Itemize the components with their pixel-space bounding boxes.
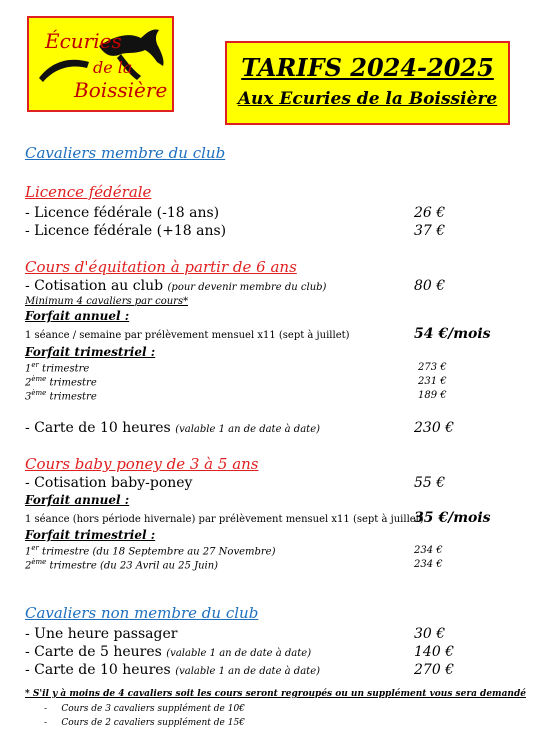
baby-trimestre-2-price: 234 € — [414, 559, 443, 570]
trimestre-suffix: ème — [31, 558, 47, 566]
baby-annual-price: 35 €/mois — [414, 510, 491, 526]
licence-over18-price: 37 € — [414, 223, 446, 239]
nonmembers-carte10-note: (valable 1 an de date à date) — [175, 666, 321, 677]
section-members-heading: Cavaliers membre du club — [25, 144, 226, 162]
trimestre-label: trimestre — [38, 546, 90, 558]
logo-line-3: Boissière — [74, 78, 168, 102]
courses-trimestre-3 — [25, 389, 97, 402]
trimestre-dates: (du 23 Avril au 25 Juin) — [99, 560, 219, 572]
trimestre-suffix: er — [31, 544, 39, 552]
courses-carte10-price: 230 € — [414, 420, 455, 436]
trimestre-suffix: ème — [31, 389, 47, 397]
section-licence-heading: Licence fédérale — [25, 183, 152, 201]
courses-cotisation-price: 80 € — [414, 278, 446, 294]
footnote-bullet-2: - Cours de 2 cavaliers supplément de 15€ — [44, 718, 245, 728]
trimestre-label: trimestre — [46, 391, 97, 403]
club-logo — [27, 16, 174, 112]
courses-cotisation-note: (pour devenir membre du club) — [167, 282, 327, 293]
baby-trimestre-1-price: 234 € — [414, 545, 443, 556]
courses-cotisation-row — [25, 278, 326, 294]
nonmembers-carte5-row — [25, 644, 311, 660]
logo-line-1: Écuries — [45, 29, 122, 53]
baby-forfait-annuel-heading: Forfait annuel : — [25, 493, 130, 507]
page-title: TARIFS 2024-2025 — [241, 53, 494, 82]
courses-trimestre-3-price: 189 € — [418, 390, 447, 401]
courses-annual-line: 1 séance / semaine par prélèvement mensuel x11 (sept à juillet) — [25, 330, 350, 341]
section-courses-heading: Cours d'équitation à partir de 6 ans — [25, 258, 297, 276]
bullet-text: Cours de 3 cavaliers supplément de 10€ — [61, 704, 245, 714]
nonmembers-carte10-label: - Carte de 10 heures — [25, 662, 171, 678]
nonmembers-carte5-note: (valable 1 an de date à date) — [166, 648, 312, 659]
courses-annual-price: 54 €/mois — [414, 326, 491, 342]
trimestre-label: trimestre — [38, 363, 90, 375]
baby-cotisation-label: - Cotisation baby-poney — [25, 475, 193, 491]
trimestre-number: 2 — [25, 560, 32, 572]
bullet-text: Cours de 2 cavaliers supplément de 15€ — [61, 718, 245, 728]
trimestre-label: trimestre — [46, 377, 97, 389]
section-baby-heading: Cours baby poney de 3 à 5 ans — [25, 455, 259, 473]
trimestre-number: 1 — [25, 363, 32, 375]
section-nonmembers-heading: Cavaliers non membre du club — [25, 604, 259, 622]
courses-forfait-annuel-heading: Forfait annuel : — [25, 309, 130, 323]
baby-forfait-trimestriel-heading: Forfait trimestriel : — [25, 528, 156, 542]
nonmembers-hour-label: - Une heure passager — [25, 626, 178, 642]
baby-annual-line: 1 séance (hors période hivernale) par prélèvement mensuel x11 (sept à juillet) — [25, 514, 424, 525]
baby-cotisation-price: 55 € — [414, 475, 446, 491]
nonmembers-carte5-price: 140 € — [414, 644, 455, 660]
trimestre-label: trimestre — [46, 560, 97, 572]
courses-carte10-row — [25, 420, 320, 436]
trimestre-suffix: ème — [31, 375, 47, 383]
nonmembers-hour-price: 30 € — [414, 626, 446, 642]
licence-under18-price: 26 € — [414, 205, 446, 221]
page-subtitle: Aux Ecuries de la Boissière — [237, 89, 498, 109]
baby-trimestre-1 — [25, 544, 276, 557]
courses-carte10-note: (valable 1 an de date à date) — [175, 424, 321, 435]
licence-over18-label: - Licence fédérale (+18 ans) — [25, 223, 227, 239]
footnote-bullet-1: - Cours de 3 cavaliers supplément de 10€ — [44, 704, 245, 714]
trimestre-number: 2 — [25, 377, 32, 389]
courses-trimestre-1-price: 273 € — [418, 362, 447, 373]
trimestre-dates: (du 18 Septembre au 27 Novembre) — [92, 546, 276, 558]
courses-cotisation-label: - Cotisation au club — [25, 278, 164, 294]
courses-trimestre-2 — [25, 375, 97, 388]
courses-minimum-note: Minimum 4 cavaliers par cours* — [25, 296, 189, 307]
trimestre-number: 1 — [25, 546, 32, 558]
courses-trimestre-2-price: 231 € — [418, 376, 447, 387]
courses-forfait-trimestriel-heading: Forfait trimestriel : — [25, 345, 156, 359]
baby-trimestre-2 — [25, 558, 218, 571]
courses-carte10-label: - Carte de 10 heures — [25, 420, 171, 436]
trimestre-suffix: er — [31, 361, 39, 369]
licence-under18-label: - Licence fédérale (-18 ans) — [25, 205, 220, 221]
logo-line-2: de la — [93, 58, 133, 77]
nonmembers-carte5-label: - Carte de 5 heures — [25, 644, 162, 660]
footnote: * S'il y à moins de 4 cavaliers soit les cours seront regroupés ou un supplément vous sera demandé — [25, 689, 526, 699]
courses-trimestre-1 — [25, 361, 89, 374]
nonmembers-carte10-price: 270 € — [414, 662, 455, 678]
nonmembers-carte10-row — [25, 662, 320, 678]
title-box — [225, 41, 510, 125]
trimestre-number: 3 — [25, 391, 32, 403]
